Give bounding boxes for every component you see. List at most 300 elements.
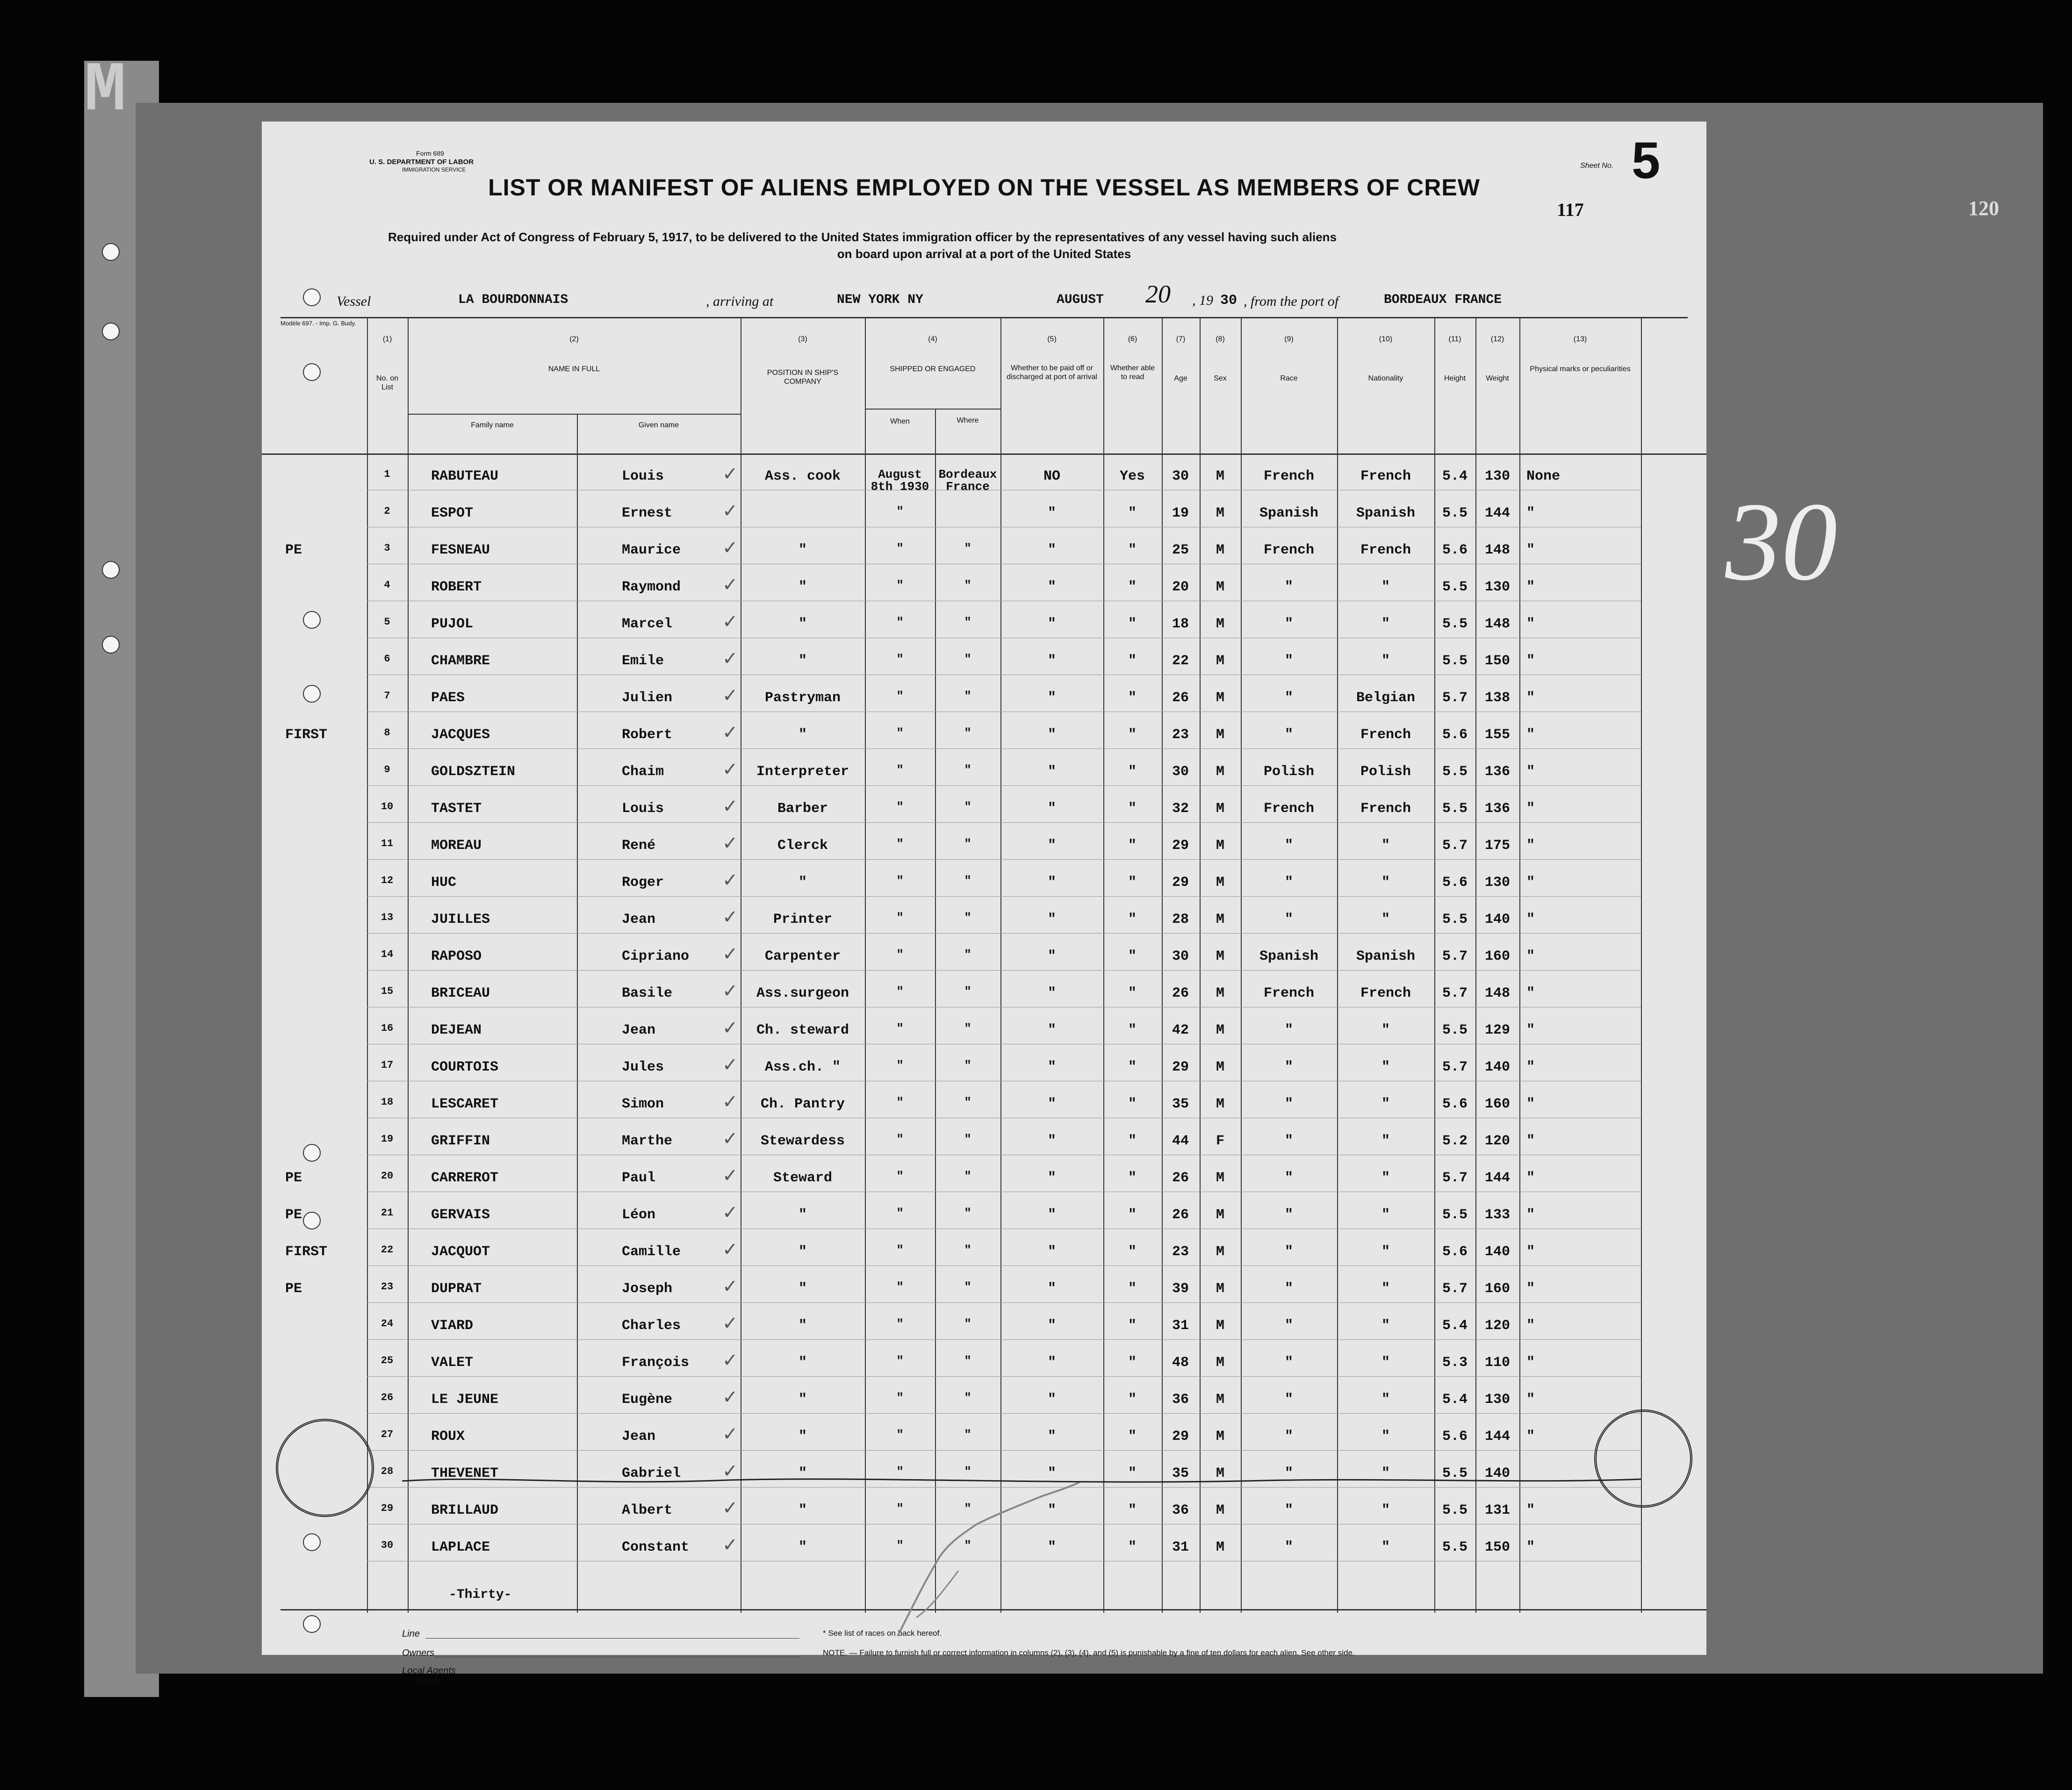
position: " [798,727,807,743]
shipped-where: " [964,763,971,777]
shipped-when: " [896,1132,904,1146]
shipped-when: " [896,1391,904,1405]
given-name: Constant [622,1539,690,1555]
paid-off: " [1047,1539,1057,1555]
position: " [798,1281,807,1297]
nationality: French [1360,801,1411,817]
strike-line [402,1472,1641,1490]
col6-number: (6) [1128,335,1137,343]
punch-hole [303,363,321,381]
check-mark: ✓ [722,685,738,706]
check-mark: ✓ [722,796,738,817]
height: 5.7 [1442,1281,1468,1297]
shipped-when: " [896,578,904,592]
row-number: 25 [381,1355,394,1366]
side-number: 120 [1968,197,1999,220]
row-number: 14 [381,949,394,960]
position: Ch. steward [756,1022,849,1038]
height: 5.5 [1442,505,1468,521]
nationality: French [1360,985,1411,1001]
department: U. S. DEPARTMENT OF LABOR [369,158,474,166]
shipped-when: " [896,1502,904,1516]
check-mark: ✓ [722,463,738,484]
shipped-when: " [896,504,904,518]
height: 5.5 [1442,1502,1468,1518]
check-mark: ✓ [722,537,738,558]
physical-marks: " [1526,1133,1535,1149]
row-number: 24 [381,1318,394,1330]
sex: M [1216,1466,1225,1481]
able-to-read: " [1128,1096,1137,1112]
race: Spanish [1259,949,1319,964]
col4a-label: When [890,417,910,425]
given-name: Chaim [622,764,664,780]
check-mark: ✓ [722,1202,738,1223]
sex: M [1216,1392,1225,1408]
sex: F [1216,1133,1225,1149]
shipped-when: " [896,763,904,777]
subheader-rule [408,414,741,415]
physical-marks: " [1526,505,1535,521]
shipped-where: " [964,1465,971,1479]
race: " [1284,616,1294,632]
sex: M [1216,1059,1225,1075]
shipped-where: " [964,1280,971,1294]
height: 5.6 [1442,542,1468,558]
shipped-where: " [964,874,971,888]
arriving-port: NEW YORK NY [837,293,923,307]
able-to-read: " [1128,727,1137,743]
shipped-where: " [964,1132,971,1146]
weight: 175 [1484,838,1511,854]
age: 35 [1172,1466,1189,1481]
given-name: Roger [622,875,664,891]
physical-marks: " [1526,1502,1535,1518]
row-number: 27 [381,1429,394,1440]
family-name: PUJOL [431,616,474,632]
sex: M [1216,1170,1225,1186]
position: Ass. cook [764,468,841,484]
col-divider [1475,318,1476,1613]
height: 5.6 [1442,1244,1468,1260]
height: 5.4 [1442,468,1468,484]
shipped-where: " [964,948,971,962]
able-to-read: " [1128,653,1137,669]
age: 29 [1172,1059,1189,1075]
age: 35 [1172,1096,1189,1112]
paid-off: " [1047,1244,1057,1260]
sheet-label: Sheet No. [1580,162,1614,170]
row-rule [367,896,1641,897]
nationality: " [1381,1355,1390,1371]
col4b-label: Where [957,417,979,424]
sex: M [1216,1022,1225,1038]
age: 42 [1172,1022,1189,1038]
race: French [1263,542,1315,558]
family-name: JACQUOT [431,1244,490,1260]
col8-label: Sex [1214,374,1227,382]
given-name: Marcel [622,616,673,632]
form-title: LIST OR MANIFEST OF ALIENS EMPLOYED ON THE VESSEL AS MEMBERS OF CREW [488,174,1480,201]
able-to-read: " [1128,1429,1137,1445]
able-to-read: " [1128,1207,1137,1223]
nationality: " [1381,1207,1390,1223]
age: 39 [1172,1281,1189,1297]
paid-off: " [1047,912,1057,927]
shipped-where: " [964,1391,971,1405]
weight: 136 [1484,801,1511,817]
able-to-read: " [1128,1022,1137,1038]
footer-line-rule [425,1638,799,1639]
sex: M [1216,949,1225,964]
position: Ch. Pantry [760,1096,845,1112]
col6-label: Whether able to read [1110,364,1155,381]
shipped-when: " [896,1280,904,1294]
form-number: Form 689 [416,150,444,157]
physical-marks: " [1526,949,1535,964]
weight: 140 [1484,1059,1511,1075]
family-name: LE JEUNE [431,1392,499,1408]
given-name: Maurice [622,542,681,558]
weight: 150 [1484,1539,1511,1555]
shipped-when: " [896,1428,904,1442]
height: 5.5 [1442,1022,1468,1038]
col-divider [1200,318,1201,1613]
age: 30 [1172,468,1189,484]
col2-number: (2) [569,335,579,343]
weight: 148 [1484,616,1511,632]
physical-marks: " [1526,616,1535,632]
date-year-prefix: , 19 [1192,293,1213,308]
height: 5.5 [1442,653,1468,669]
position: " [798,616,807,632]
row-number: 26 [381,1392,394,1403]
punch-hole [303,1144,321,1162]
paid-off: " [1047,875,1057,891]
given-name: Emile [622,653,664,669]
paid-off: " [1047,764,1057,780]
able-to-read: " [1128,875,1137,891]
nationality: " [1381,838,1390,854]
shipped-where: " [964,652,971,666]
row-rule [367,1413,1641,1414]
family-name: JACQUES [431,727,490,743]
given-name: Paul [622,1170,656,1186]
paid-off: " [1047,1466,1057,1481]
check-mark: ✓ [722,1497,738,1518]
shipped-when: " [896,1058,904,1072]
sex: M [1216,653,1225,669]
physical-marks: " [1526,1207,1535,1223]
position: " [798,1355,807,1371]
weight: 133 [1484,1207,1511,1223]
shipped-when: " [896,1243,904,1257]
able-to-read: " [1128,764,1137,780]
nationality: Belgian [1356,690,1416,706]
row-number: 5 [384,616,390,628]
physical-marks: " [1526,764,1535,780]
race: " [1284,1059,1294,1075]
sex: M [1216,1539,1225,1555]
shipped-when: " [896,1465,904,1479]
from-label: , from the port of [1244,294,1339,309]
paid-off: " [1047,1059,1057,1075]
punch-hole [303,685,321,703]
sex: M [1216,542,1225,558]
row-number: 15 [381,985,394,997]
row-number: 4 [384,579,390,591]
shipped-where: " [964,1317,971,1331]
age: 22 [1172,653,1189,669]
shipped-where: " [964,1206,971,1220]
age: 26 [1172,985,1189,1001]
race: " [1284,1355,1294,1371]
height: 5.4 [1442,1318,1468,1334]
shipped-where: " [964,726,971,740]
shipped-where: " [964,837,971,851]
physical-marks: " [1526,1392,1535,1408]
physical-marks: " [1526,1170,1535,1186]
weight: 148 [1484,542,1511,558]
sex: M [1216,1318,1225,1334]
height: 5.7 [1442,690,1468,706]
race: " [1284,690,1294,706]
footer-note-penalty: NOTE. — Failure to furnish full or correct information in columns (2), (3), (4), and (5) is punishable by a fine of ten dollars for each alien. See other side. [823,1648,1355,1657]
row-number: 1 [384,468,390,480]
paid-off: " [1047,1170,1057,1186]
row-number: 17 [381,1059,394,1071]
physical-marks: " [1526,1244,1535,1260]
sex: M [1216,1355,1225,1371]
able-to-read: " [1128,505,1137,521]
family-name: BRILLAUD [431,1502,499,1518]
physical-marks: " [1526,579,1535,595]
col5-number: (5) [1047,335,1057,343]
age: 23 [1172,1244,1189,1260]
shipped-when: " [896,689,904,703]
check-mark: ✓ [722,722,738,743]
col4-label: SHIPPED OR ENGAGED [890,365,976,373]
subtitle-line-1: Required under Act of Congress of February 5, 1917, to be delivered to the United States immigration officer by the representatives of any vessel having such aliens [388,230,1337,244]
age: 18 [1172,616,1189,632]
paid-off: " [1047,1392,1057,1408]
able-to-read: " [1128,579,1137,595]
row-number: 30 [381,1539,394,1551]
date-year: 30 [1220,293,1237,309]
height: 5.7 [1442,985,1468,1001]
height: 5.5 [1442,801,1468,817]
check-mark: ✓ [722,980,738,1001]
given-name: Albert [622,1502,673,1518]
shipped-when: " [896,837,904,851]
weight: 155 [1484,727,1511,743]
shipped-where: " [964,1169,971,1183]
nationality: " [1381,1318,1390,1334]
sex: M [1216,1502,1225,1518]
check-mark: ✓ [722,1017,738,1038]
able-to-read: " [1128,949,1137,964]
height: 5.6 [1442,875,1468,891]
col2a-label: Family name [471,421,514,429]
shipped-where: " [964,541,971,555]
sex: M [1216,1281,1225,1297]
shipped-when: " [896,1095,904,1109]
position: " [798,1429,807,1445]
shipped-when: " [896,1021,904,1035]
height: 5.7 [1442,949,1468,964]
check-mark: ✓ [722,1387,738,1408]
row-number: 13 [381,912,394,923]
nationality: " [1381,1392,1390,1408]
sex: M [1216,727,1225,743]
col12-number: (12) [1490,335,1504,343]
race: " [1284,1539,1294,1555]
col1-label: No. on List [376,374,399,392]
height: 5.6 [1442,1429,1468,1445]
position: " [798,653,807,669]
weight: 110 [1484,1355,1511,1371]
nationality: " [1381,579,1390,595]
weight: 130 [1484,579,1511,595]
row-number: 12 [381,875,394,886]
height: 5.5 [1442,764,1468,780]
punch-hole [303,288,321,306]
check-mark: ✓ [722,1239,738,1260]
paid-off: " [1047,1133,1057,1149]
nationality: " [1381,1539,1390,1555]
punch-hole [102,561,120,579]
col7-label: Age [1174,374,1187,382]
age: 28 [1172,912,1189,927]
age: 29 [1172,875,1189,891]
physical-marks: " [1526,985,1535,1001]
weight: 150 [1484,653,1511,669]
race: " [1284,912,1294,927]
position: Steward [773,1170,833,1186]
weight: 144 [1484,1429,1511,1445]
physical-marks: " [1526,912,1535,927]
able-to-read: " [1128,1170,1137,1186]
given-name: Jean [622,1022,656,1038]
family-name: FESNEAU [431,542,490,558]
position: Interpreter [756,764,849,780]
nationality: French [1360,468,1411,484]
corner-letter: M [84,51,127,131]
family-name: CARREROT [431,1170,499,1186]
given-name: Raymond [622,579,681,595]
family-name: HUC [431,875,457,891]
row-number: 2 [384,505,390,517]
weight: 140 [1484,912,1511,927]
manifest-sheet [262,122,1706,1684]
race: " [1284,1207,1294,1223]
row-class-mark: PE [285,1207,302,1223]
age: 32 [1172,801,1189,817]
height: 5.7 [1442,1170,1468,1186]
check-mark: ✓ [722,1534,738,1555]
height: 5.6 [1442,1096,1468,1112]
shipped-when: " [896,874,904,888]
height: 5.5 [1442,616,1468,632]
row-number: 9 [384,764,390,776]
position: " [798,579,807,595]
header-bottom-rule [262,453,1706,455]
age: 26 [1172,1170,1189,1186]
consulate-stamp-left [276,1419,374,1517]
physical-marks: None [1526,468,1561,484]
given-name: Ernest [622,505,673,521]
given-name: Jean [622,1429,656,1445]
family-name: COURTOIS [431,1059,499,1075]
total-count: -Thirty- [449,1588,512,1602]
check-mark: ✓ [722,1091,738,1112]
height: 5.3 [1442,1355,1468,1371]
col3-number: (3) [798,335,807,343]
sex: M [1216,875,1225,891]
paid-off: " [1047,1355,1057,1371]
able-to-read: " [1128,1059,1137,1075]
age: 36 [1172,1392,1189,1408]
col9-label: Race [1280,374,1298,382]
height: 5.5 [1442,1207,1468,1223]
family-name: LAPLACE [431,1539,490,1555]
race: " [1284,653,1294,669]
physical-marks: " [1526,1059,1535,1075]
weight: 130 [1484,1392,1511,1408]
able-to-read: " [1128,1392,1137,1408]
age: 19 [1172,505,1189,521]
check-mark: ✓ [722,1165,738,1186]
check-mark: ✓ [722,500,738,521]
given-name: Joseph [622,1281,673,1297]
family-name: THEVENET [431,1466,499,1481]
weight: 144 [1484,505,1511,521]
physical-marks: " [1526,1022,1535,1038]
col7-number: (7) [1176,335,1186,343]
shipped-when: " [896,615,904,629]
position: " [798,1392,807,1408]
row-rule [367,933,1641,934]
shipped-where: Bordeaux France [938,467,997,494]
paid-off: " [1047,1318,1057,1334]
from-port: BORDEAUX FRANCE [1384,293,1502,307]
given-name: Louis [622,468,664,484]
paid-off: " [1047,616,1057,632]
sex: M [1216,1244,1225,1260]
punch-hole [102,323,120,340]
row-number: 23 [381,1281,394,1293]
shipped-when: " [896,726,904,740]
race: " [1284,1244,1294,1260]
race: " [1284,579,1294,595]
nationality: Spanish [1356,949,1416,964]
col-divider [1337,318,1338,1613]
sex: M [1216,912,1225,927]
vessel-label: Vessel [337,294,371,309]
col-divider [1162,318,1163,1613]
shipped-when: " [896,1317,904,1331]
height: 5.7 [1442,838,1468,854]
height: 5.5 [1442,579,1468,595]
check-mark: ✓ [722,1313,738,1334]
row-number: 7 [384,690,390,702]
col4-number: (4) [928,335,937,343]
row-number: 10 [381,801,394,812]
race: " [1284,1281,1294,1297]
nationality: " [1381,1466,1390,1481]
position: Ass.ch. " [764,1059,841,1075]
col-divider [1103,318,1104,1613]
